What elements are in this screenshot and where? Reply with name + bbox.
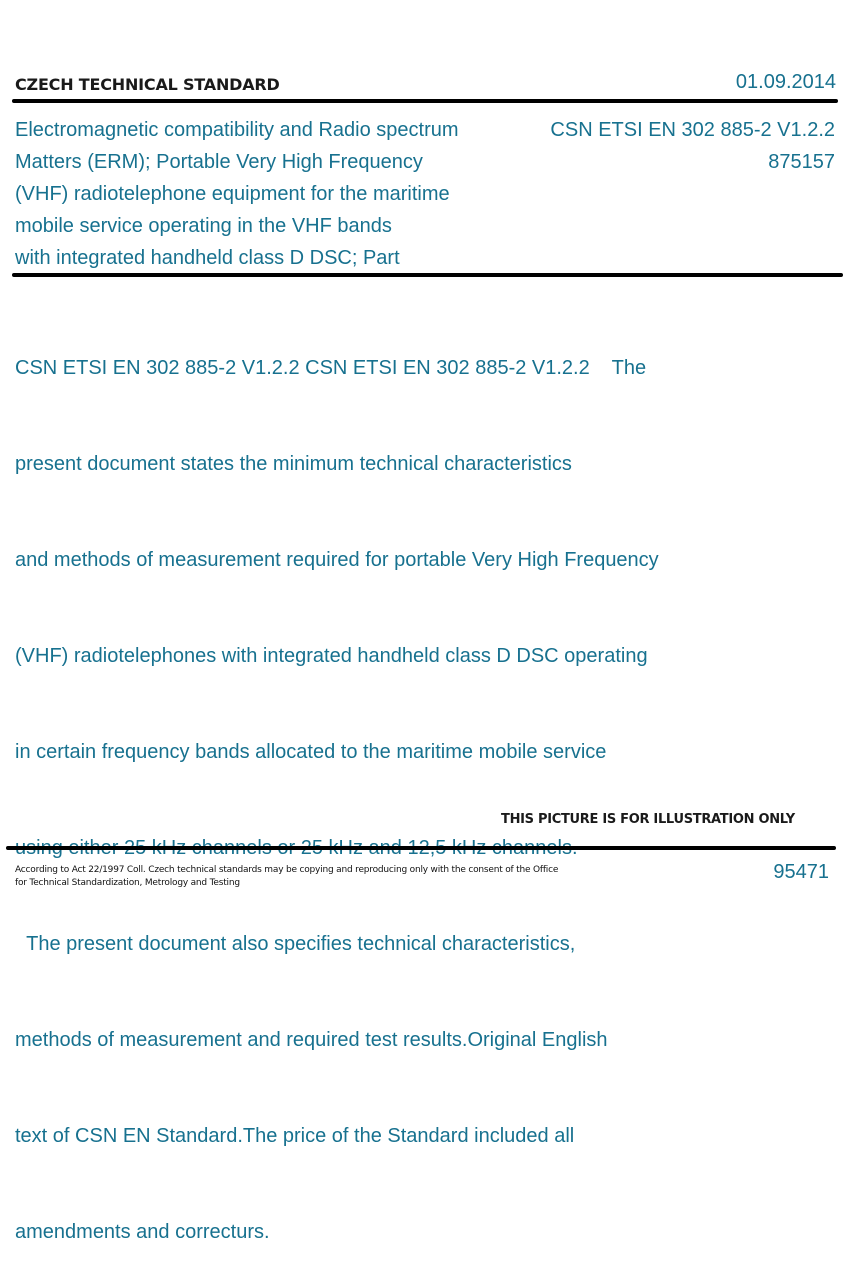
document-category-heading: CZECH TECHNICAL STANDARD xyxy=(15,75,280,94)
description-line: and methods of measurement required for portable Very High Frequency xyxy=(15,549,659,571)
standard-description xyxy=(15,288,735,1280)
standard-code: CSN ETSI EN 302 885-2 V1.2.2 xyxy=(550,119,835,141)
description-line: amendments and correcturs. xyxy=(15,1221,270,1243)
title-line: Electromagnetic compatibility and Radio spectrum xyxy=(15,119,459,141)
title-line: (VHF) radiotelephone equipment for the maritime xyxy=(15,183,450,205)
document-number: 95471 xyxy=(773,861,829,883)
description-line: The present document also specifies technical characteristics, xyxy=(15,933,576,955)
header-divider xyxy=(12,99,838,103)
publication-date: 01.09.2014 xyxy=(735,71,836,93)
title-divider xyxy=(12,273,843,277)
legal-notice xyxy=(15,864,595,890)
description-line: in certain frequency bands allocated to the maritime mobile service xyxy=(15,741,607,763)
legal-line: According to Act 22/1997 Coll. Czech technical standards may be copying and reproducing only with the consent of the Office xyxy=(15,865,559,875)
title-line: mobile service operating in the VHF bands xyxy=(15,215,392,237)
description-line: text of CSN EN Standard.The price of the Standard included all xyxy=(15,1125,575,1147)
description-line: (VHF) radiotelephones with integrated handheld class D DSC operating xyxy=(15,645,648,667)
title-line: with integrated handheld class D DSC; Part xyxy=(15,247,400,269)
catalog-number: 875157 xyxy=(768,151,835,173)
standard-title xyxy=(15,114,515,274)
description-line: methods of measurement and required test results.Original English xyxy=(15,1029,608,1051)
description-line: present document states the minimum technical characteristics xyxy=(15,453,572,475)
legal-line: for Technical Standardization, Metrology and Testing xyxy=(15,878,240,888)
footer-divider xyxy=(6,846,836,850)
illustration-disclaimer: THIS PICTURE IS FOR ILLUSTRATION ONLY xyxy=(501,812,795,827)
standard-identifiers xyxy=(550,114,835,178)
title-line: Matters (ERM); Portable Very High Frequency xyxy=(15,151,423,173)
description-line: CSN ETSI EN 302 885-2 V1.2.2 CSN ETSI EN 302 885-2 V1.2.2 The xyxy=(15,357,647,379)
